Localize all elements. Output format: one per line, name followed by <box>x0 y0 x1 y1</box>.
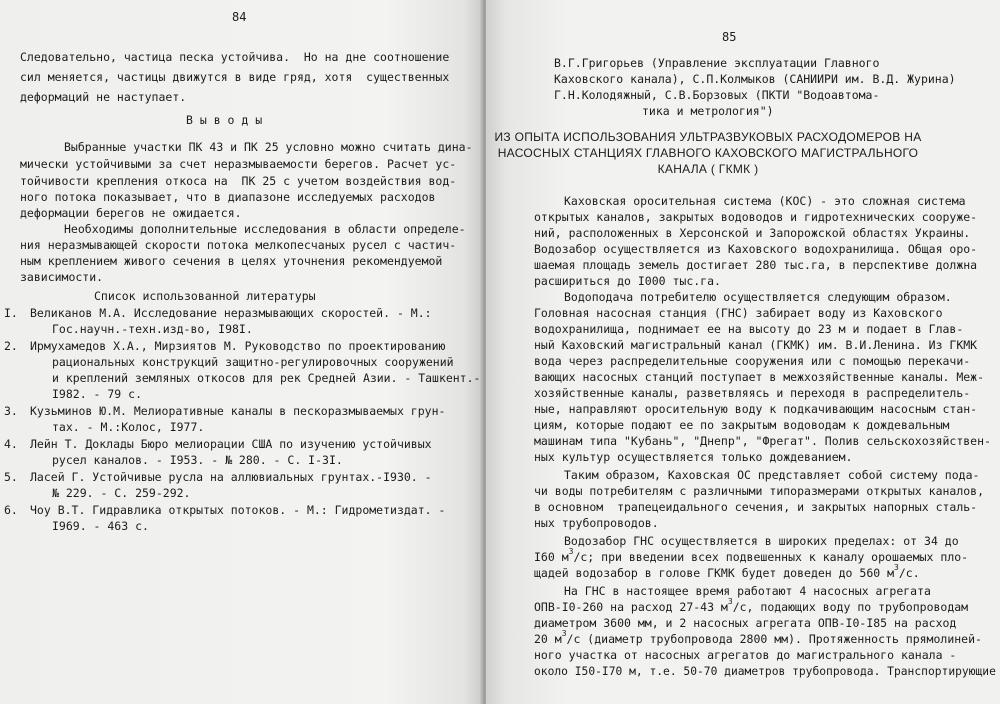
body-line: водохранилища, поднимает ее на высоту до 23 м и подает в Глав- <box>534 322 964 336</box>
author-line: В.Г.Григорьев (Управление эксплуатации Главного <box>554 56 880 70</box>
conclusions-heading: В ы в о д ы <box>186 113 263 127</box>
body-text: щадей водозабор в голове ГКМК будет доведен до 560 м <box>534 566 895 580</box>
body-line: вода через распределительные сооружения или с помощью перекачи- <box>534 354 971 368</box>
body-line <box>534 597 969 614</box>
body-text: I60 м <box>534 550 569 564</box>
reference-line: I982. - 79 с. <box>52 387 143 401</box>
author-line: Каховского канала), С.П.Колмыков (САНИИРИ им. В.Д. Журина) <box>554 72 956 86</box>
reference-line: Ирмухамедов Х.А., Мирзиятов М. Руководство по проектированию <box>30 339 446 353</box>
reference-line: Лейн Т. Доклады Бюро мелиорации США по изучению устойчивых <box>30 437 432 451</box>
body-line: хозяйственные каналы, разветвляясь и переходя в распределитель- <box>534 386 971 400</box>
body-text: /с. <box>898 566 920 580</box>
reference-number: I. <box>4 306 18 320</box>
conclusions-line: тойчивости крепления откоса на ПК 25 с учетом воздействия вод- <box>20 174 457 188</box>
body-line: Водозабор ГНС осуществляется в широких пределах: от 34 до <box>564 534 959 548</box>
article-title-line: КАНАЛА ( ГКМК ) <box>657 162 759 176</box>
reference-line: Кузьминов Ю.М. Мелиоративные каналы в пескоразмываемых грун- <box>30 404 446 418</box>
reference-number: 6. <box>4 503 18 517</box>
reference-line: и креплений земляных откосов для рек Средней Азии. - Ташкент.- <box>52 371 481 385</box>
conclusions-line: мически устойчивыми за счет неразмываемости берегов. Расчет ус- <box>20 157 457 171</box>
body-line: ных трубопроводов. <box>534 516 659 530</box>
conclusions-line: Необходимы дополнительные исследования в области определе- <box>64 222 466 236</box>
reference-line: русел каналов. - I953. - № 280. - С. I-3I. <box>52 453 343 467</box>
body-line: ный Каховский магистральный канал (ГКМК) им. В.И.Ленина. Из ГКМК <box>534 338 978 352</box>
body-line <box>534 563 920 580</box>
reference-line: Великанов М.А. Исследование неразмывающих скоростей. - М.: <box>30 306 432 320</box>
body-line: в основном трапецеидального сечения, и закрытых напорных сталь- <box>534 500 978 514</box>
body-line: открытых каналов, закрытых водоводов и гидротехнических сооруже- <box>534 210 978 224</box>
intro-line: сил меняется, частицы движутся в виде гряд, хотя существенных <box>20 70 450 84</box>
conclusions-line: ного потока показывает, что в диапазоне исследуемых расходов <box>20 190 436 204</box>
body-line: вающих насосных станций поступает в межхозяйственные каналы. Меж- <box>534 370 985 384</box>
reference-line: рациональных конструкций защитно-регулировочных сооружений <box>52 355 454 369</box>
body-line: На ГНС в настоящее время работают 4 насосных агрегата <box>564 584 931 598</box>
reference-line: Гос.научн.-техн.изд-во, I98I. <box>52 322 253 336</box>
conclusions-line: ния неразмывающей скорости потока мелкопесчаных русел с частич- <box>20 238 457 252</box>
body-text: 20 м <box>534 632 562 646</box>
body-line: ного участка от насосных агрегатов до магистрального канала - <box>534 648 957 662</box>
superscript: 3 <box>561 629 567 638</box>
body-line: циям, которые подают ее по закрытым водоводам к дождевальным <box>534 418 950 432</box>
conclusions-line: зависимости. <box>20 270 104 284</box>
body-line: ные, направляют оросительную воду к подкачивающим насосным стан- <box>534 402 978 416</box>
reference-line: Чоу В.Т. Гидравлика открытых потоков. - М.: Гидрометиздат. - <box>30 503 446 517</box>
conclusions-line: Выбранные участки ПК 43 и ПК 25 условно можно считать дина- <box>64 140 473 154</box>
body-text: /с (диаметр трубопровода 2800 мм). Протяженность прямолиней- <box>566 632 982 646</box>
page-left <box>0 0 484 704</box>
author-line: Г.Н.Колодяжный, С.В.Борзовых (ПКТИ "Водоавтома- <box>554 88 880 102</box>
reference-line: Ласей Г. Устойчивые русла на аллювиальных грунтах.-I930. - <box>30 470 432 484</box>
reference-line: I969. - 463 с. <box>52 519 149 533</box>
body-line: ных культур осуществляется только дождеванием. <box>534 450 853 464</box>
article-title-line: ИЗ ОПЫТА ИСПОЛЬЗОВАНИЯ УЛЬТРАЗВУКОВЫХ РАСХОДОМЕРОВ НА <box>494 130 922 144</box>
body-line: шаемая площадь земель достигает 280 тыс.га, в перспективе должна <box>534 258 978 272</box>
body-line: Таким образом, Каховская ОС представляет собой систему пода- <box>564 468 980 482</box>
superscript: 3 <box>568 547 574 556</box>
reference-number: 4. <box>4 437 18 451</box>
body-line: Каховская оросительная система (КОС) - это сложная система <box>564 194 966 208</box>
page-number: 84 <box>232 10 247 24</box>
reference-number: 5. <box>4 470 18 484</box>
superscript: 3 <box>727 597 733 606</box>
reference-line: № 229. - С. 259-292. <box>52 486 191 500</box>
body-line: Водозабор осуществляется из Каховского водохранилища. Общая оро- <box>534 242 978 256</box>
body-line: диаметром 3600 мм, и 2 насосных агрегата ОПВ-I0-I85 на расход <box>534 616 957 630</box>
body-line: машинам типа "Кубань", "Днепр", "Фрегат". Полив сельскохозяйствен- <box>534 434 991 448</box>
body-text: ОПВ-I0-260 на расход 27-43 м <box>534 600 728 614</box>
author-line: тика и метрология") <box>642 104 774 118</box>
references-heading: Список использованной литературы <box>94 289 316 303</box>
body-line: ний, расположенных в Херсонской и Запорожской областях Украины. <box>534 226 971 240</box>
conclusions-line: деформации берегов не ожидается. <box>20 206 242 220</box>
article-title-line: НАСОСНЫХ СТАНЦИЯХ ГЛАВНОГО КАХОВСКОГО МАГИСТРАЛЬНОГО <box>497 146 919 160</box>
body-line: Водоподача потребителю осуществляется следующим образом. <box>564 290 952 304</box>
intro-line: деформаций не наступает. <box>20 90 187 104</box>
reference-number: 2. <box>4 339 18 353</box>
intro-line: Следовательно, частица песка устойчива. Но на дне соотношение <box>20 50 450 64</box>
body-text: /с, подающих воду по трубопроводам <box>732 600 969 614</box>
reference-number: 3. <box>4 404 18 418</box>
conclusions-line: ным креплением живого сечения в целях уточнения рекомендуемой <box>20 254 443 268</box>
body-line <box>534 547 969 564</box>
superscript: 3 <box>894 563 899 572</box>
body-line: расшириться до I000 тыс.га. <box>534 274 721 288</box>
body-line <box>534 629 982 646</box>
body-line: Головная насосная станция (ГНС) забирает воду из Каховского <box>534 306 943 320</box>
page-right <box>486 0 1000 704</box>
body-text: /с; при введении всех подвешенных к каналу орошаемых пло- <box>573 550 969 564</box>
body-line: чи воды потребителям с различными типоразмерами открытых каналов, <box>534 484 985 498</box>
reference-line: тах. - М.:Колос, I977. <box>52 420 205 434</box>
page-number: 85 <box>722 30 737 44</box>
body-line: около I50-I70 м, т.е. 50-70 диаметров трубопровода. Транспортирующие <box>534 664 996 678</box>
